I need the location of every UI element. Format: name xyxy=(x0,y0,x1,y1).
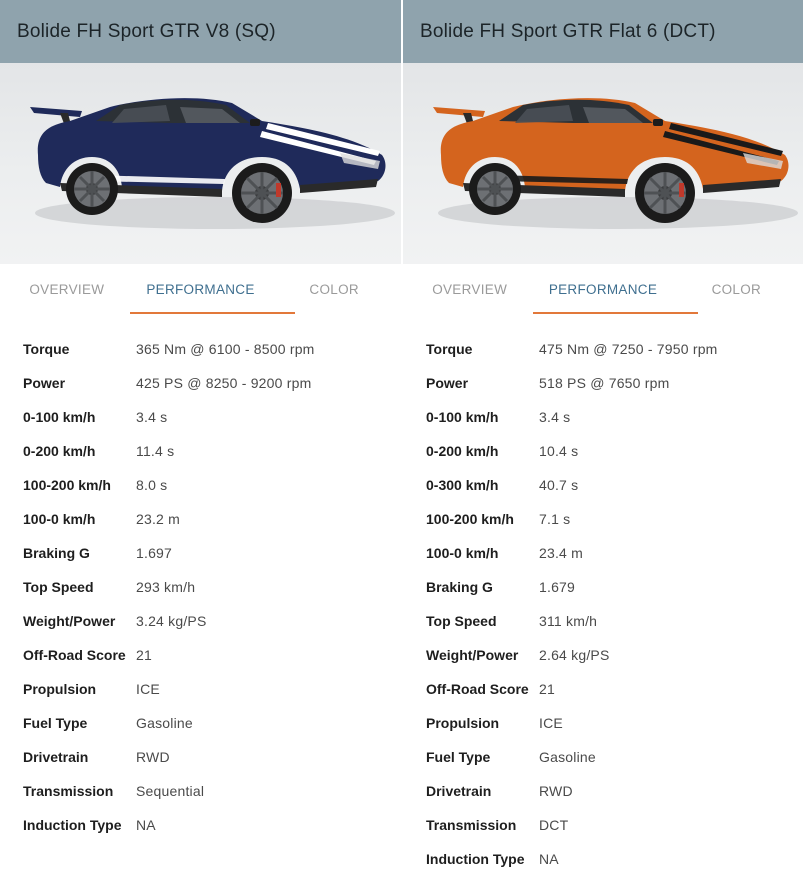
spec-list xyxy=(0,314,401,842)
spec-label: Torque xyxy=(426,341,473,357)
spec-label: Weight/Power xyxy=(23,613,116,629)
spec-value: 311 km/h xyxy=(539,613,598,629)
spec-label: Drivetrain xyxy=(23,749,89,765)
spec-label: 0-200 km/h xyxy=(426,443,499,459)
spec-label: Off-Road Score xyxy=(426,681,529,697)
spec-row xyxy=(0,570,401,604)
tab-performance[interactable]: PERFORMANCE xyxy=(548,281,658,297)
spec-value: 23.2 m xyxy=(136,511,180,527)
spec-value: 10.4 s xyxy=(539,443,579,459)
spec-row xyxy=(403,468,803,502)
spec-value: 23.4 m xyxy=(539,545,583,561)
car-image xyxy=(0,63,401,264)
spec-row xyxy=(0,740,401,774)
tab-color[interactable]: COLOR xyxy=(309,281,359,297)
spec-value: Gasoline xyxy=(136,715,193,731)
spec-label: 0-300 km/h xyxy=(426,477,499,493)
spec-row xyxy=(0,706,401,740)
spec-row xyxy=(0,332,401,366)
tab-performance[interactable]: PERFORMANCE xyxy=(146,281,255,297)
spec-label: Top Speed xyxy=(426,613,497,629)
spec-value: 425 PS @ 8250 - 9200 rpm xyxy=(136,375,312,391)
spec-label: Induction Type xyxy=(426,851,525,867)
spec-value: 1.679 xyxy=(539,579,576,595)
spec-label: Power xyxy=(23,375,66,391)
spec-value: NA xyxy=(136,817,156,833)
spec-row xyxy=(403,842,803,876)
spec-label: 100-0 km/h xyxy=(23,511,96,527)
spec-row xyxy=(403,502,803,536)
car-title: Bolide FH Sport GTR Flat 6 (DCT) xyxy=(403,0,803,63)
spec-value: Gasoline xyxy=(539,749,596,765)
spec-label: Braking G xyxy=(23,545,90,561)
spec-row xyxy=(403,366,803,400)
spec-row xyxy=(403,706,803,740)
spec-label: 100-0 km/h xyxy=(426,545,499,561)
car-photo xyxy=(0,63,401,264)
spec-value: 40.7 s xyxy=(539,477,579,493)
spec-row xyxy=(0,672,401,706)
spec-row xyxy=(403,604,803,638)
spec-label: 0-100 km/h xyxy=(23,409,96,425)
spec-row xyxy=(0,468,401,502)
spec-row xyxy=(403,638,803,672)
spec-label: 100-200 km/h xyxy=(23,477,111,493)
tab-bar xyxy=(403,264,803,314)
spec-value: ICE xyxy=(136,681,160,697)
spec-label: 0-100 km/h xyxy=(426,409,499,425)
spec-row xyxy=(0,774,401,808)
spec-row xyxy=(0,808,401,842)
spec-value: 3.4 s xyxy=(539,409,571,425)
spec-label: Power xyxy=(426,375,469,391)
car-card xyxy=(401,0,803,880)
car-photo xyxy=(403,63,803,264)
spec-value: 2.64 kg/PS xyxy=(539,647,610,663)
spec-value: 8.0 s xyxy=(136,477,168,493)
spec-label: Fuel Type xyxy=(23,715,88,731)
spec-label: Transmission xyxy=(426,817,517,833)
spec-row xyxy=(403,808,803,842)
spec-label: Drivetrain xyxy=(426,783,492,799)
spec-row xyxy=(403,570,803,604)
spec-list xyxy=(403,314,803,876)
spec-value: 21 xyxy=(136,647,152,663)
spec-value: 293 km/h xyxy=(136,579,196,595)
spec-value: 3.24 kg/PS xyxy=(136,613,207,629)
tab-overview[interactable]: OVERVIEW xyxy=(432,281,508,297)
spec-row xyxy=(0,536,401,570)
spec-value: NA xyxy=(539,851,559,867)
spec-row xyxy=(403,672,803,706)
car-title: Bolide FH Sport GTR V8 (SQ) xyxy=(0,0,401,63)
spec-value: 1.697 xyxy=(136,545,173,561)
spec-row xyxy=(403,536,803,570)
active-tab-indicator xyxy=(130,312,295,314)
spec-row xyxy=(0,400,401,434)
spec-label: Off-Road Score xyxy=(23,647,126,663)
spec-value: 3.4 s xyxy=(136,409,168,425)
spec-value: 11.4 s xyxy=(136,443,175,459)
spec-row xyxy=(0,638,401,672)
spec-label: Torque xyxy=(23,341,70,357)
tab-color[interactable]: COLOR xyxy=(711,281,762,297)
spec-value: 365 Nm @ 6100 - 8500 rpm xyxy=(136,341,315,357)
spec-value: Sequential xyxy=(136,783,205,799)
spec-label: Braking G xyxy=(426,579,493,595)
spec-label: Induction Type xyxy=(23,817,122,833)
tab-overview[interactable]: OVERVIEW xyxy=(29,281,105,297)
spec-row xyxy=(0,366,401,400)
car-card xyxy=(0,0,401,880)
spec-row xyxy=(0,502,401,536)
spec-value: 21 xyxy=(539,681,555,697)
tab-bar xyxy=(0,264,401,314)
spec-label: Propulsion xyxy=(23,681,97,697)
spec-label: Weight/Power xyxy=(426,647,519,663)
spec-row xyxy=(403,740,803,774)
spec-label: Fuel Type xyxy=(426,749,491,765)
spec-value: 518 PS @ 7650 rpm xyxy=(539,375,670,391)
spec-row xyxy=(403,434,803,468)
active-tab-indicator xyxy=(533,312,698,314)
spec-row xyxy=(403,332,803,366)
spec-row xyxy=(403,400,803,434)
spec-row xyxy=(0,604,401,638)
spec-value: RWD xyxy=(539,783,573,799)
spec-row xyxy=(403,774,803,808)
car-image xyxy=(403,63,803,264)
spec-value: ICE xyxy=(539,715,563,731)
spec-value: 7.1 s xyxy=(539,511,571,527)
spec-value: RWD xyxy=(136,749,170,765)
spec-label: 0-200 km/h xyxy=(23,443,96,459)
spec-label: Propulsion xyxy=(426,715,500,731)
spec-row xyxy=(0,434,401,468)
spec-value: 475 Nm @ 7250 - 7950 rpm xyxy=(539,341,718,357)
spec-value: DCT xyxy=(539,817,569,833)
spec-label: Top Speed xyxy=(23,579,94,595)
spec-label: Transmission xyxy=(23,783,114,799)
spec-label: 100-200 km/h xyxy=(426,511,514,527)
